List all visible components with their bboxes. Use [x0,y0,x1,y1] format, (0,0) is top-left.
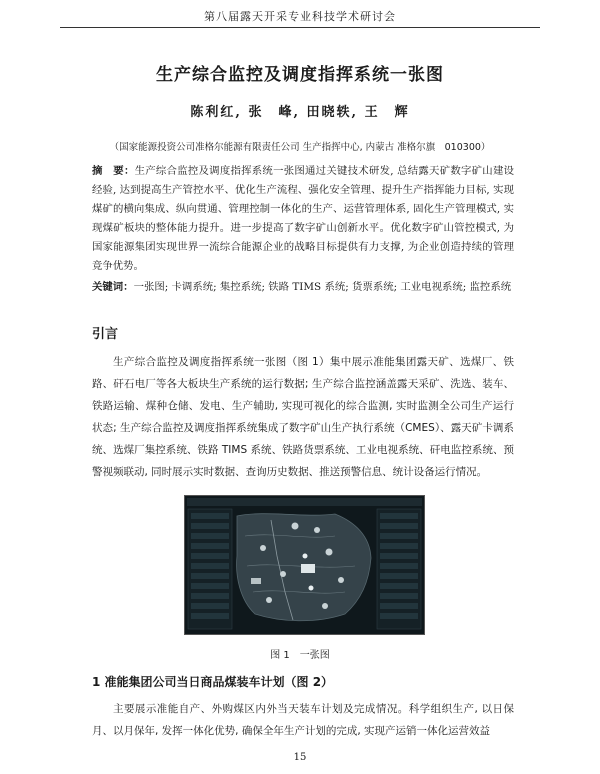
abstract-label: 摘 要： [92,165,135,177]
abstract [92,162,514,276]
section-heading-1: 1 准能集团公司当日商品煤装车计划（图 2） [92,675,334,689]
map-dashboard-image [185,496,424,634]
figure-1-caption: 图 1 一张图 [270,650,330,661]
keywords-label: 关键词： [92,281,134,293]
section-1-paragraph: 主要展示准能自产、外购煤区内外当天装车计划及完成情况。科学组织生产, 以日保月、以月保年, 发挥一体化优势, 确保全年生产计划的完成, 实现产运销一体化运营效益 [92,703,514,737]
intro-paragraph: 生产综合监控及调度指挥系统一张图（图 1）集中展示准能集团露天矿、选煤厂、铁路、矸石电厂等各大板块生产系统的运行数据; 生产综合监控涵盖露天采矿、洗选、装车、铁路运输、煤种仓储、发电、生产辅助, 实现可视化的综合监测, 实时监测全公司生产运行状态; 生产综合监控及调度指挥系统集成了数字矿山生产执行系统（CMES）、露天矿卡调系统、选煤厂集控系统、铁路 TIMS 系统、铁路货票系统、工业电视系统、矸电监控系统、预警视频联动, 同时展示实时数据、查询历史数据、推送预警信息、统计设备运行情况。 [92,356,514,478]
abstract-text: 生产综合监控及调度指挥系统一张图通过关键技术研发, 总结露天矿数字矿山建设经验, 达到提高生产管控水平、优化生产流程、强化安全管理、提升生产指挥能力目标, 实现煤矿的横向集成、纵向贯通、管理控制一体化的生产、运营管理体系, 固化生产管理模式, 实现煤矿板块的整体能力提升。进一步提高了数字矿山创新水平。优化数字矿山管控模式, 为国家能源集团实现世界一流综合能源企业的战略目标提供有力支撑, 为企业创造持续的管理竞争优势。 [92,165,514,272]
running-header: 第八届露天开采专业科技学术研讨会 [60,8,540,28]
figure-1-image [184,495,425,635]
section-heading-intro: 引言 [92,327,119,342]
authors: 陈利红, 张 峰, 田晓轶, 王 辉 [190,105,410,120]
paper-title: 生产综合监控及调度指挥系统一张图 [156,65,444,85]
page-number: 15 [293,752,307,763]
keywords [92,278,514,297]
keywords-text: 一张图; 卡调系统; 集控系统; 铁路 TIMS 系统; 货票系统; 工业电视系统; 监控系统 [133,281,512,293]
affiliation: （国家能源投资公司准格尔能源有限责任公司 生产指挥中心, 内蒙古 准格尔旗 010300） [109,142,491,153]
